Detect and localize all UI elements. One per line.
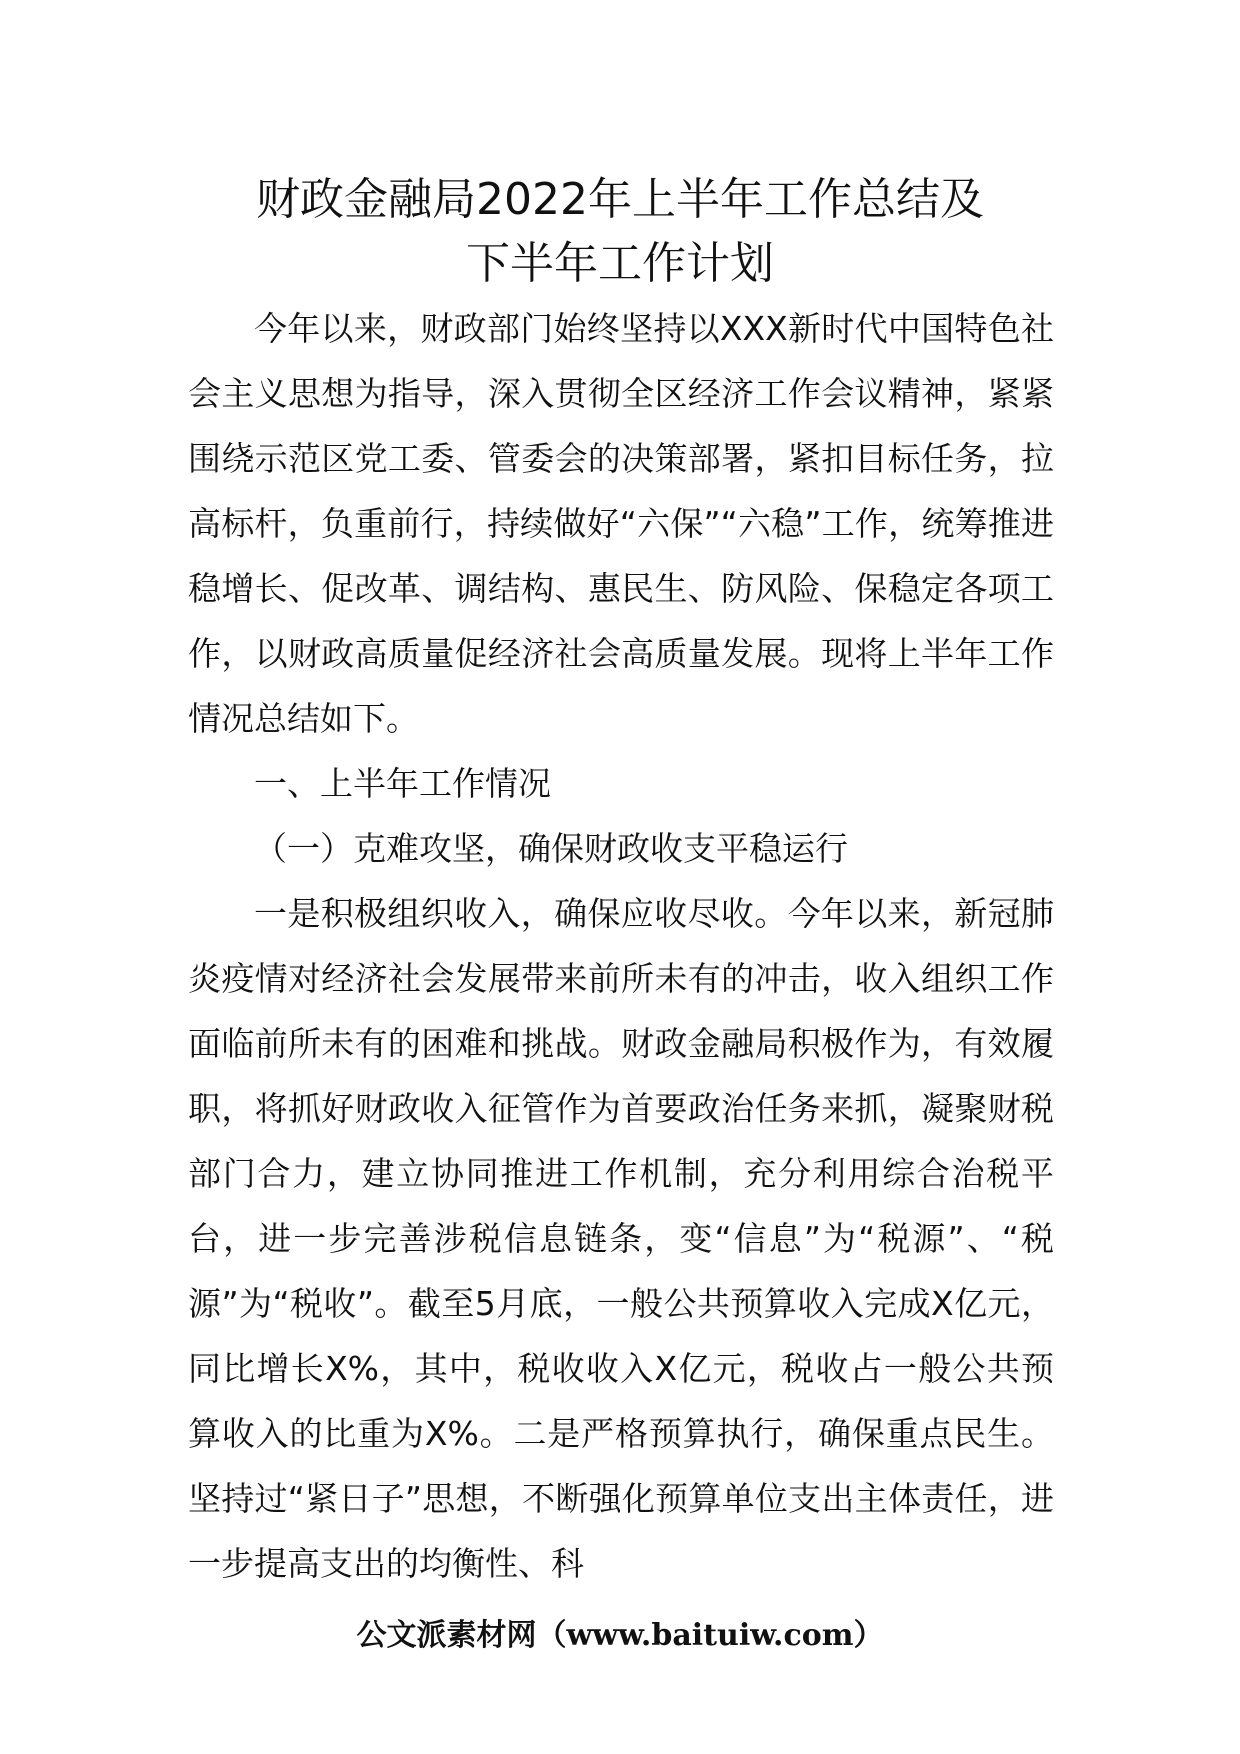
document-title-line-1: 财政金融局2022年上半年工作总结及	[256, 174, 984, 225]
body-paragraph: 一是积极组织收入，确保应收尽收。今年以来，新冠肺炎疫情对经济社会发展带来前所未有的冲击，收入组织工作面临前所未有的困难和挑战。财政金融局积极作为，有效履职，将抓好财政收入征管作为首要政治任务来抓，凝聚财税部门合力，建立协同推进工作机制，充分利用综合治税平台，进一步完善涉税信息链条，变“信息”为“税源”、“税源”为“税收”。截至5月底，一般公共预算收入完成X亿元，同比增长X%，其中，税收收入X亿元，税收占一般公共预算收入的比重为X%。二是严格预算执行，确保重点民生。坚持过“紧日子”思想，不断强化预算单位支出主体责任，进一步提高支出的均衡性、科	[188, 894, 1054, 1583]
section-heading: 一、上半年工作情况	[254, 764, 551, 803]
footer-watermark: 公文派素材网（www.baituiw.com）	[356, 1618, 884, 1653]
subsection-heading: （一）克难攻坚，确保财政收支平稳运行	[254, 829, 848, 868]
document-body	[188, 296, 1054, 1596]
document-title-line-2: 下半年工作计划	[466, 238, 774, 289]
intro-paragraph: 今年以来，财政部门始终坚持以XXX新时代中国特色社会主义思想为指导，深入贯彻全区经济工作会议精神，紧紧围绕示范区党工委、管委会的决策部署，紧扣目标任务，拉高标杆，负重前行，持续做好“六保”“六稳”工作，统筹推进稳增长、促改革、调结构、惠民生、防风险、保稳定各项工作，以财政高质量促经济社会高质量发展。现将上半年工作情况总结如下。	[188, 309, 1054, 738]
